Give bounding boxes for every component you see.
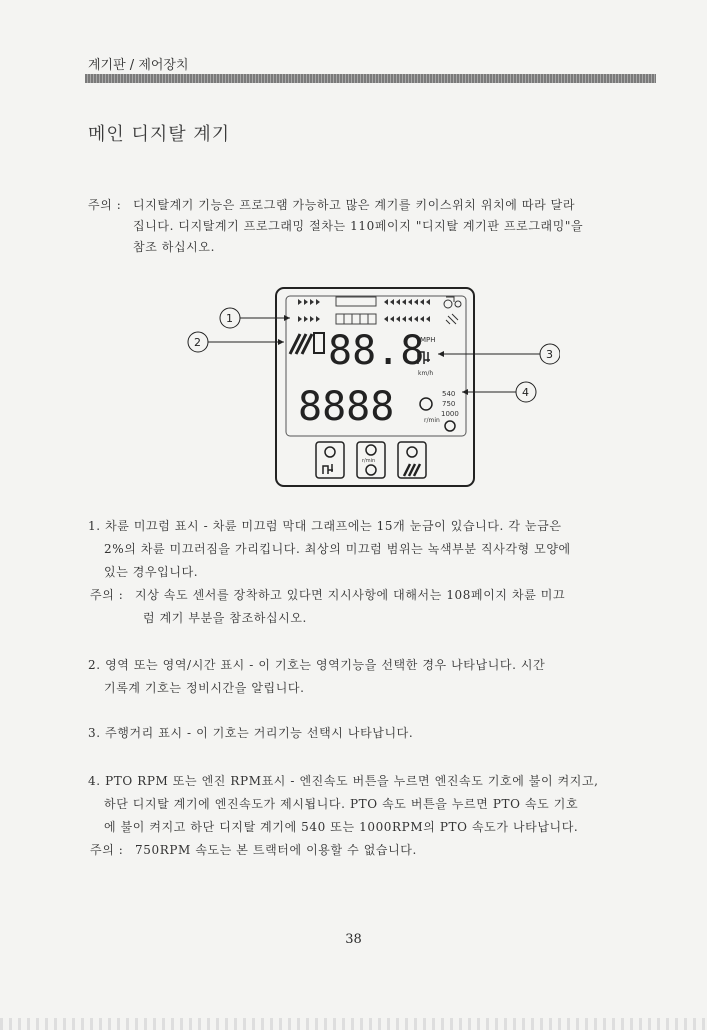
item-1-line: 1. 차륜 미끄럼 표시 - 차륜 미끄럼 막대 그래프에는 15개 눈금이 있습니다. 각 눈금은	[88, 519, 562, 533]
rpm-digits: 8888	[298, 384, 395, 430]
speed-digits: 88.8	[328, 328, 425, 374]
pto-540: 540	[442, 390, 456, 398]
note-line: 집니다. 디지탈계기 프로그래밍 절차는 110페이지 "디지탈 계기판 프로그래밍"을	[133, 219, 584, 233]
pto-icon	[445, 421, 455, 431]
unit-kmh: km/h	[418, 370, 434, 377]
unit-rmin: r/min	[424, 417, 440, 424]
note-line: 디지탈계기 기능은 프로그램 가능하고 많은 계기를 키이스위치 위치에 따라 달라	[133, 198, 576, 212]
area-hatch-icon	[290, 334, 312, 354]
section-title: 메인 디지탈 계기	[88, 124, 231, 145]
header-rule	[85, 74, 656, 83]
svg-text:2: 2	[194, 336, 201, 349]
item-4-note-label: 주의 :	[90, 843, 124, 857]
item-2-line: 기록계 기호는 정비시간을 알립니다.	[104, 681, 305, 695]
callout-1	[220, 308, 290, 328]
item-1-note-line: 지상 속도 센서를 장착하고 있다면 지시사항에 대해서는 108페이지 차륜 미끄	[135, 588, 566, 602]
hourglass-icon	[314, 333, 324, 353]
item-1-note-line: 럼 계기 부분을 참조하십시오.	[143, 611, 307, 625]
svg-text:1: 1	[226, 312, 233, 325]
tractor-icon	[444, 297, 461, 308]
digital-gauge-figure	[180, 282, 560, 492]
unit-mph: MPH	[420, 336, 436, 344]
indicator-row-2	[298, 314, 430, 324]
item-1-line: 있는 경우입니다.	[104, 565, 199, 579]
page-number: 38	[345, 932, 362, 947]
button-rmin-label: r/min	[362, 458, 376, 464]
button-distance	[316, 442, 344, 478]
indicator-row-1	[298, 297, 430, 306]
svg-text:4: 4	[522, 386, 529, 399]
note-line: 참조 하십시오.	[133, 240, 215, 254]
item-4-note-line: 750RPM 속도는 본 트랙터에 이용할 수 없습니다.	[135, 843, 417, 857]
item-3-line: 3. 주행거리 표시 - 이 기호는 거리기능 선택시 나타납니다.	[88, 726, 414, 740]
note-label: 주의 :	[88, 198, 122, 212]
item-1-line: 2%의 차륜 미끄러짐을 가리킵니다. 최상의 미끄럼 범위는 녹색부분 직사각형 모양에	[104, 542, 571, 556]
item-4-line: 에 불이 켜지고 하단 디지탈 계기에 540 또는 1000RPM의 PTO 속도가 나타납니다.	[104, 820, 579, 834]
scan-edge	[0, 1018, 707, 1030]
callout-3	[438, 344, 560, 364]
item-4-line: 하단 디지탈 계기에 엔진속도가 제시됩니다. PTO 속도 버튼을 누르면 PTO 속도 기호	[104, 797, 579, 811]
item-1-note-label: 주의 :	[90, 588, 124, 602]
pto-750: 750	[442, 400, 456, 408]
svg-text:3: 3	[546, 348, 553, 361]
engine-speed-icon	[420, 398, 432, 410]
callout-2	[188, 332, 284, 352]
item-2-line: 2. 영역 또는 영역/시간 표시 - 이 기호는 영역기능을 선택한 경우 나타납니다. 시간	[88, 658, 546, 672]
pto-1000: 1000	[441, 410, 459, 418]
field-icon	[446, 314, 458, 324]
page-header-title: 계기판 / 제어장치	[88, 58, 189, 73]
button-area	[398, 442, 426, 478]
item-4-line: 4. PTO RPM 또는 엔진 RPM표시 - 엔진속도 버튼을 누르면 엔진속도 기호에 불이 켜지고,	[88, 774, 599, 788]
